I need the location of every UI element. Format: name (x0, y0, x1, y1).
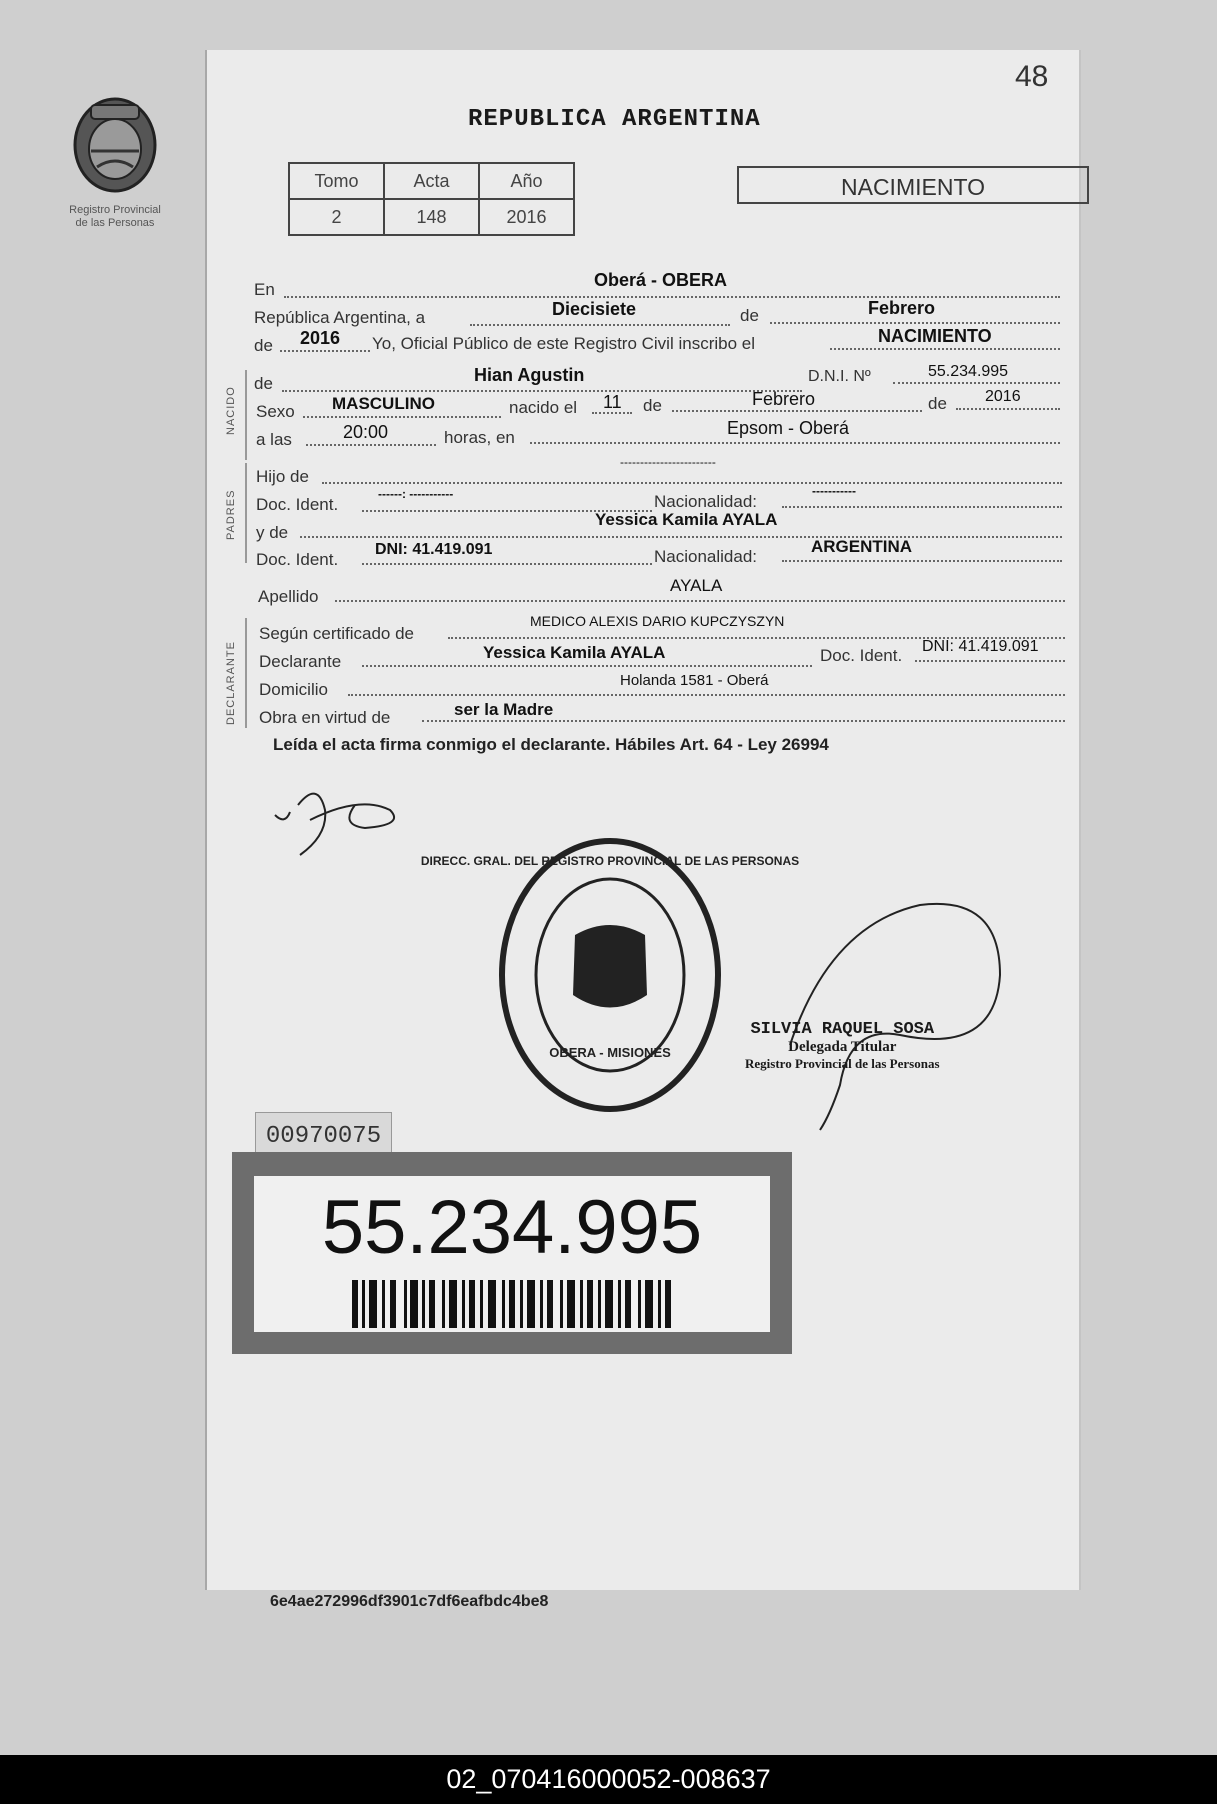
file-id-footer: 02_070416000052-008637 (0, 1755, 1217, 1804)
dni-label: D.N.I. Nº (808, 368, 871, 385)
inscribo-line (830, 348, 1060, 350)
certificado-label: Según certificado de (259, 624, 414, 643)
dni-value: 55.234.995 (928, 363, 1009, 380)
certificado-value: MEDICO ALEXIS DARIO KUPCZYSZYN (530, 613, 785, 629)
a-las-label: a las (256, 430, 292, 449)
child-name-value: Hian Agustin (474, 365, 585, 385)
stamp-inner-text: OBERA - MISIONES (549, 1045, 671, 1060)
republica-label: República Argentina, a (254, 308, 426, 327)
anio-header: Año (479, 163, 574, 199)
birth-day-value: 11 (603, 392, 622, 412)
officer-org: Registro Provincial de las Personas (745, 1056, 940, 1071)
serial-number: 00970075 (255, 1112, 392, 1162)
hijo-de-label: Hijo de (256, 467, 309, 486)
declarante-line (362, 665, 812, 667)
mother-doc-line (362, 563, 652, 565)
place-value: Oberá - OBERA (594, 270, 728, 290)
day-line (470, 324, 730, 326)
nacido-section-label: NACIDO (225, 386, 237, 435)
page-number: 48 (1015, 60, 1049, 93)
mother-doc-value: DNI: 41.419.091 (375, 541, 493, 558)
inscribo-value: NACIMIENTO (878, 326, 992, 346)
apellido-label: Apellido (258, 587, 319, 606)
mother-nat-value: ARGENTINA (811, 537, 913, 556)
nacionalidad-label-2: Nacionalidad: (654, 547, 758, 566)
acta-header: Acta (384, 163, 479, 199)
de-label-3: de (254, 374, 273, 393)
page-title: REPUBLICA ARGENTINA (468, 106, 761, 133)
mother-nat-line (782, 560, 1062, 562)
de-label-4: de (643, 396, 662, 415)
birth-place-line (530, 442, 1060, 444)
oficial-text: Yo, Oficial Público de este Registro Civil inscribo el (372, 334, 755, 353)
surname-line (335, 600, 1065, 602)
declarante-bracket (245, 618, 247, 728)
coat-of-arms-icon (67, 95, 163, 195)
time-value: 20:00 (343, 422, 389, 442)
doc-ident-label-1: Doc. Ident. (256, 495, 339, 514)
mother-name-value: Yessica Kamila AYALA (595, 510, 778, 529)
father-nat-line (782, 506, 1062, 508)
officer-role: Delegada Titular (788, 1039, 897, 1055)
declarante-doc-line (915, 660, 1065, 662)
father-line (322, 482, 1062, 484)
de-label-5: de (928, 394, 947, 413)
padres-section-label: PADRES (225, 489, 237, 540)
declarante-label: Declarante (259, 652, 342, 671)
day-words-value: Diecisiete (552, 299, 637, 319)
month-value: Febrero (868, 298, 936, 318)
id-number-large: 55.234.995 (321, 1185, 703, 1270)
month-line (770, 322, 1060, 324)
logo-caption: Registro Provincial de las Personas (69, 204, 161, 229)
nacionalidad-label-1: Nacionalidad: (654, 492, 758, 511)
name-line (282, 390, 802, 392)
de-label-2: de (254, 336, 273, 355)
declarante-section-label: DECLARANTE (225, 641, 237, 725)
doc-ident-label-2: Doc. Ident. (256, 550, 339, 569)
sexo-label: Sexo (256, 402, 295, 421)
acta-value: 148 (384, 199, 479, 235)
officer-signature (770, 895, 1020, 1135)
declarante-doc-value: DNI: 41.419.091 (922, 638, 1039, 655)
reference-table (288, 162, 575, 236)
mother-line (300, 536, 1062, 538)
obra-line (422, 720, 1065, 722)
doc-ident-label-3: Doc. Ident. (820, 646, 903, 665)
time-line (306, 444, 436, 446)
anio-value: 2016 (479, 199, 574, 235)
place-line (284, 296, 1060, 298)
birth-month-line (672, 410, 922, 412)
domicilio-line (348, 694, 1065, 696)
officer-signature-block (745, 1020, 940, 1072)
surname-value: AYALA (670, 576, 723, 595)
record-type-box: NACIMIENTO (737, 166, 1089, 204)
barcode-label (232, 1152, 792, 1354)
declarant-signature (270, 780, 410, 860)
father-doc-value: ------: ----------- (378, 487, 454, 501)
de-label-1: de (740, 306, 759, 325)
sexo-line (303, 416, 501, 418)
legal-text: Leída el acta firma conmigo el declarante. Hábiles Art. 64 - Ley 26994 (273, 735, 829, 754)
document-hash: 6e4ae272996df3901c7df6eafbdc4be8 (270, 1593, 549, 1610)
obra-value: ser la Madre (454, 700, 554, 719)
birth-year-line (956, 408, 1060, 410)
padres-bracket (245, 463, 247, 563)
registry-logo (60, 95, 170, 230)
dni-line (893, 382, 1060, 384)
declarante-value: Yessica Kamila AYALA (483, 643, 666, 662)
father-nat-value: ----------- (812, 484, 856, 498)
nacido-bracket (245, 370, 247, 460)
domicilio-label: Domicilio (259, 680, 328, 699)
tomo-value: 2 (289, 199, 384, 235)
birth-place-value: Epsom - Oberá (727, 418, 850, 438)
year-line (280, 350, 370, 352)
barcode (352, 1280, 672, 1328)
year-value: 2016 (300, 328, 341, 348)
tomo-header: Tomo (289, 163, 384, 199)
horas-en-label: horas, en (444, 428, 515, 447)
nacido-el-label: nacido el (509, 398, 578, 417)
stamp-ring-text: DIRECC. GRAL. DEL REGISTRO PROVINCIAL DE LAS PERSONAS (420, 854, 800, 868)
father-name-value: ------------------------ (620, 455, 716, 469)
y-de-label: y de (256, 523, 289, 542)
officer-name: SILVIA RAQUEL SOSA (750, 1020, 935, 1039)
official-stamp (420, 835, 800, 1115)
sexo-value: MASCULINO (332, 394, 435, 413)
obra-label: Obra en virtud de (259, 708, 391, 727)
birth-year-value: 2016 (985, 388, 1021, 405)
barcode-inner (254, 1176, 770, 1332)
domicilio-value: Holanda 1581 - Oberá (620, 672, 769, 689)
en-label: En (254, 280, 275, 299)
birth-month-value: Febrero (752, 389, 816, 409)
